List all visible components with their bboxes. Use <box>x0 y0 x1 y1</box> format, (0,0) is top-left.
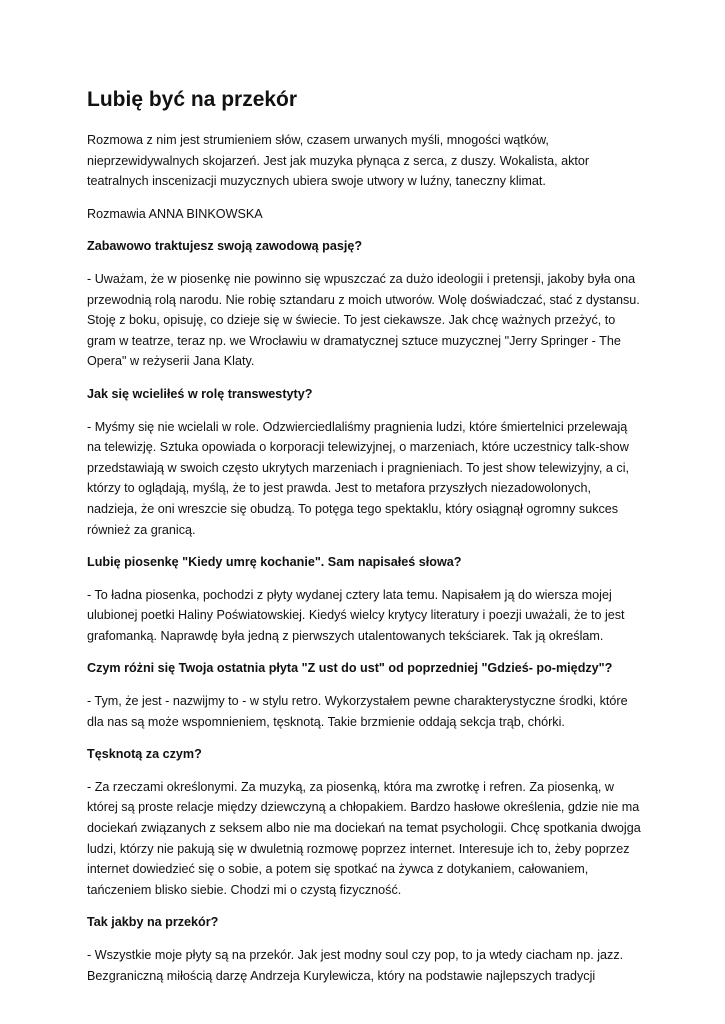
answer-5: - Za rzeczami określonymi. Za muzyką, za piosenką, która ma zwrotkę i refren. Za piosenką, w której są proste relacje między dziewczyną a chłopakiem. Bardzo hasłowe określenia, gdzie nie ma dociekań związanych z seksem albo nie ma dociekań na temat psychologii. Chcę spotkania dwojga ludzi, którzy nie pakują się w dwuletnią rozmowę poprzez internet. Interesuje ich to, żeby poprzez internet dowiedzieć się o sobie, a potem się spotkać na żywca z dotykaniem, całowaniem, tańczeniem blisko siebie. Chodzi mi o czystą fizyczność. <box>87 779 641 897</box>
question-4: Czym różni się Twoja ostatnia płyta "Z ust do ust" od poprzedniej "Gdzieś- po-między"? <box>87 661 613 676</box>
answer-4: - Tym, że jest - nazwijmy to - w stylu retro. Wykorzystałem pewne charakterystyczne środki, które dla nas są może wspomnieniem, tęsknotą. Takie brzmienie oddają sekcja trąb, chórki. <box>87 694 628 729</box>
question-6: Tak jakby na przekór? <box>87 915 219 930</box>
question-2: Jak się wcieliłeś w rolę transwestyty? <box>87 386 313 401</box>
answer-3: - To ładna piosenka, pochodzi z płyty wydanej cztery lata temu. Napisałem ją do wiersza mojej ulubionej poetki Haliny Poświatowskiej. Kiedyś wielcy krytycy literatury i poezji uważali, że to jest grafomanką. Naprawdę była jedną z pierwszych utalentowanych tekściarek. Tak ją określam. <box>87 587 625 643</box>
answer-6: - Wszystkie moje płyty są na przekór. Jak jest modny soul czy pop, to ja wtedy ciacham np. jazz. Bezgraniczną miłością darzę Andrzeja Kurylewicza, który na podstawie najlepszych tradycji <box>87 948 624 983</box>
question-1: Zabawowo traktujesz swoją zawodową pasję? <box>87 239 363 254</box>
article-byline: Rozmawia ANNA BINKOWSKA <box>87 206 263 221</box>
question-3: Lubię piosenkę "Kiedy umrę kochanie". Sam napisałeś słowa? <box>87 555 462 570</box>
document-page <box>87 86 643 998</box>
article-title: Lubię być na przekór <box>87 88 298 111</box>
answer-2: - Myśmy się nie wcielali w role. Odzwierciedlaliśmy pragnienia ludzi, które śmiertelnici przelewają na telewizję. Sztuka opowiada o korporacji telewizyjnej, o marzeniach, które uczestnicy talk-show przedstawiają w swoich często ukrytych marzeniach i pragnieniach. To jest show telewizyjny, a ci, którzy to oglądają, myślą, że to jest prawda. Jest to metafora przyszłych niezadowolonych, nadzieja, że oni wreszcie się obudzą. To potęga tego spektaklu, który osiągnął ogromny sukces również za granicą. <box>87 419 629 537</box>
article-lead: Rozmowa z nim jest strumieniem słów, czasem urwanych myśli, mnogości wątków, nieprzewidywalnych skojarzeń. Jest jak muzyka płynąca z serca, z duszy. Wokalista, aktor teatralnych inscenizacji muzycznych ubiera swoje utwory w luźny, taneczny klimat. <box>87 133 590 189</box>
question-5: Tęsknotą za czym? <box>87 747 202 762</box>
answer-1: - Uważam, że w piosenkę nie powinno się wpuszczać za dużo ideologii i pretensji, jakoby była ona przewodnią rolą narodu. Nie robię sztandaru z moich utworów. Wolę doświadczać, stać z dystansu. Stoję z boku, opisuję, co dzieje się w świecie. To jest ciekawsze. Jak chcę ważnych przeżyć, to gram w teatrze, teraz np. we Wrocławiu w dramatycznej sztuce muzycznej "Jerry Springer - The Opera" w reżyserii Jana Klaty. <box>87 271 640 369</box>
